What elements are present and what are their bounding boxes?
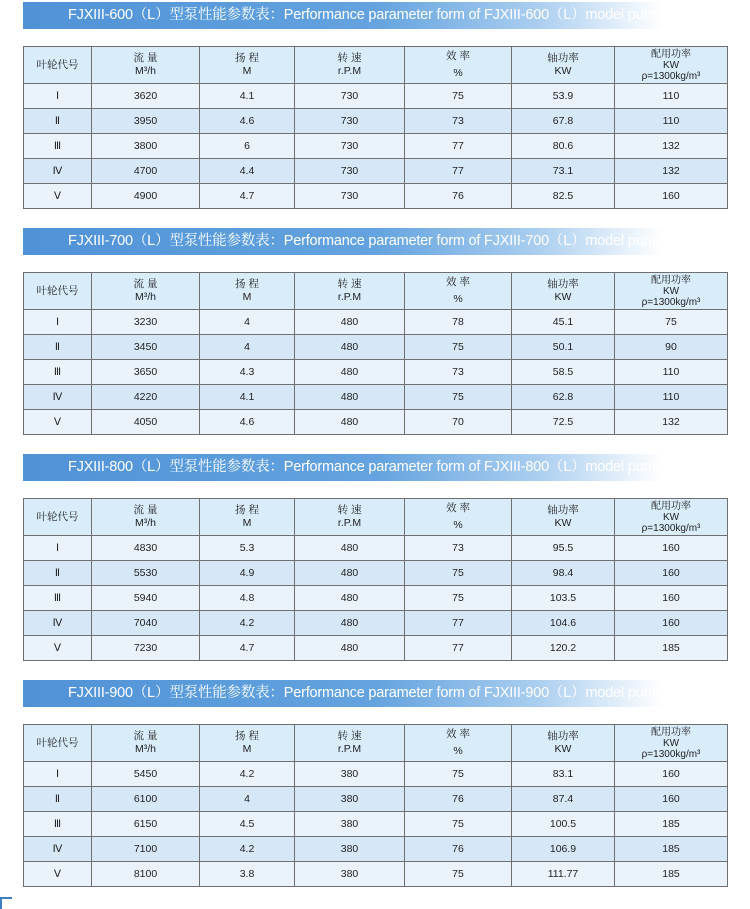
table-cell: 5940 (92, 586, 200, 611)
column-header-line: 扬 程 (235, 730, 259, 742)
table-cell: 67.8 (512, 109, 615, 134)
table-cell: 4.5 (200, 812, 295, 837)
table-cell: 480 (295, 561, 405, 586)
column-header-motor-power (615, 273, 728, 310)
table-cell: 4.4 (200, 159, 295, 184)
column-header-line: r.P.M (337, 291, 362, 303)
column-header-line: 转 速 (337, 278, 362, 290)
table-cell: 730 (295, 134, 405, 159)
column-header-flow (92, 47, 200, 84)
column-header-line: 扬 程 (235, 278, 259, 290)
column-header-head (200, 499, 295, 536)
impeller-code-cell: Ⅲ (24, 360, 92, 385)
table-cell: 75 (405, 385, 512, 410)
table-cell: 4.9 (200, 561, 295, 586)
column-header-line: 流 量 (133, 730, 158, 742)
column-header-flow (92, 273, 200, 310)
column-header-line: 效 率 (446, 276, 470, 288)
table-cell: 76 (405, 184, 512, 209)
impeller-code-cell: Ⅳ (24, 611, 92, 636)
table-row (24, 762, 728, 787)
table-cell: 4 (200, 310, 295, 335)
section-title-banner (23, 454, 663, 481)
table-cell: 83.1 (512, 762, 615, 787)
table-row (24, 636, 728, 661)
table-cell: 5450 (92, 762, 200, 787)
header-row (24, 273, 728, 310)
table-cell: 87.4 (512, 787, 615, 812)
table-cell: 78 (405, 310, 512, 335)
column-header-speed (295, 47, 405, 84)
table-cell: 76 (405, 787, 512, 812)
table-row (24, 109, 728, 134)
column-header-line: KW (554, 743, 572, 755)
table-row (24, 360, 728, 385)
table-cell: 110 (615, 109, 728, 134)
column-header-line: 配用功率 (651, 500, 691, 512)
column-header-line: M³/h (135, 291, 156, 303)
column-header-motor-power (615, 499, 728, 536)
column-header-line: 配用功率 (651, 274, 691, 286)
table-cell: 53.9 (512, 84, 615, 109)
column-header-line: 转 速 (337, 730, 362, 742)
column-header-speed (295, 725, 405, 762)
table-cell: 75 (405, 586, 512, 611)
column-header-line: r.P.M (337, 517, 362, 529)
table-cell: 185 (615, 636, 728, 661)
column-header-efficiency (405, 725, 512, 762)
column-header-shaft-power (512, 273, 615, 310)
table-cell: 730 (295, 109, 405, 134)
table-cell: 75 (405, 561, 512, 586)
column-header-line: KW (662, 59, 680, 71)
table-cell: 3450 (92, 335, 200, 360)
table-row (24, 84, 728, 109)
table-cell: 4050 (92, 410, 200, 435)
section-title: FJXIII-800（L）型泵性能参数表：Performance parameter form of FJXIII-800（L）model pump (68, 459, 664, 475)
column-header-head (200, 273, 295, 310)
table-cell: 110 (615, 360, 728, 385)
table-cell: 4.2 (200, 611, 295, 636)
table-cell: 185 (615, 837, 728, 862)
table-cell: 4220 (92, 385, 200, 410)
table-cell: 160 (615, 762, 728, 787)
table-row (24, 611, 728, 636)
table-cell: 7040 (92, 611, 200, 636)
column-header-line: 流 量 (133, 278, 158, 290)
table-cell: 75 (405, 762, 512, 787)
table-cell: 110 (615, 84, 728, 109)
table-cell: 7100 (92, 837, 200, 862)
table-cell: 185 (615, 812, 728, 837)
table-row (24, 335, 728, 360)
table-cell: 380 (295, 787, 405, 812)
column-header-speed (295, 499, 405, 536)
table-cell: 95.5 (512, 536, 615, 561)
table-cell: 73 (405, 360, 512, 385)
table-cell: 480 (295, 586, 405, 611)
column-header-line: M (242, 291, 252, 303)
table-cell: 6100 (92, 787, 200, 812)
table-row (24, 159, 728, 184)
table-cell: 132 (615, 410, 728, 435)
column-header-line: KW (662, 737, 680, 749)
table-cell: 77 (405, 134, 512, 159)
impeller-code-cell: Ⅰ (24, 536, 92, 561)
table-cell: 75 (615, 310, 728, 335)
performance-table (23, 498, 728, 661)
table-cell: 73 (405, 536, 512, 561)
table-cell: 4900 (92, 184, 200, 209)
table-row (24, 862, 728, 887)
column-header-line: 轴功率 (547, 504, 579, 516)
table-cell: 3620 (92, 84, 200, 109)
table-cell: 62.8 (512, 385, 615, 410)
table-cell: 110 (615, 385, 728, 410)
section-title-banner (23, 680, 663, 707)
impeller-code-cell: Ⅰ (24, 762, 92, 787)
section-title-banner (23, 228, 663, 255)
column-header-line: r.P.M (337, 65, 362, 77)
column-header-impeller: 叶轮代号 (24, 725, 92, 762)
table-cell: 4.6 (200, 410, 295, 435)
column-header-line: KW (662, 511, 680, 523)
table-cell: 480 (295, 335, 405, 360)
column-header-efficiency (405, 273, 512, 310)
impeller-code-cell: Ⅱ (24, 787, 92, 812)
table-cell: 3950 (92, 109, 200, 134)
table-cell: 4 (200, 787, 295, 812)
table-cell: 7230 (92, 636, 200, 661)
table-cell: 76 (405, 837, 512, 862)
table-cell: 82.5 (512, 184, 615, 209)
section-title: FJXIII-600（L）型泵性能参数表：Performance parameter form of FJXIII-600（L）model pump (68, 7, 664, 23)
column-header-line: 效 率 (446, 50, 470, 62)
column-header-line: M³/h (135, 743, 156, 755)
impeller-code-cell: Ⅱ (24, 109, 92, 134)
column-header-line: M (242, 65, 252, 77)
section-title: FJXIII-700（L）型泵性能参数表：Performance parameter form of FJXIII-700（L）model pump (68, 233, 664, 249)
impeller-code-cell: Ⅱ (24, 335, 92, 360)
table-cell: 4830 (92, 536, 200, 561)
column-header-head (200, 47, 295, 84)
table-cell: 75 (405, 335, 512, 360)
table-cell: 380 (295, 862, 405, 887)
column-header-impeller: 叶轮代号 (24, 273, 92, 310)
table-cell: 160 (615, 536, 728, 561)
column-header-line: 效 率 (446, 502, 470, 514)
table-cell: 72.5 (512, 410, 615, 435)
table-cell: 3230 (92, 310, 200, 335)
table-cell: 4.2 (200, 837, 295, 862)
column-header-line: % (453, 67, 463, 79)
column-header-line: M³/h (135, 517, 156, 529)
table-cell: 4.8 (200, 586, 295, 611)
column-header-line: 轴功率 (547, 278, 579, 290)
impeller-code-cell: Ⅳ (24, 837, 92, 862)
column-header-impeller: 叶轮代号 (24, 47, 92, 84)
column-header-line: KW (662, 285, 680, 297)
table-cell: 73 (405, 109, 512, 134)
table-cell: 100.5 (512, 812, 615, 837)
table-cell: 4.3 (200, 360, 295, 385)
table-cell: 4700 (92, 159, 200, 184)
column-header-line: 配用功率 (651, 48, 691, 60)
table-cell: 4.7 (200, 184, 295, 209)
table-cell: 6 (200, 134, 295, 159)
performance-table (23, 724, 728, 887)
column-header-head (200, 725, 295, 762)
table-cell: 3800 (92, 134, 200, 159)
table-cell: 132 (615, 159, 728, 184)
table-cell: 58.5 (512, 360, 615, 385)
table-row (24, 586, 728, 611)
table-cell: 77 (405, 159, 512, 184)
impeller-code-cell: Ⅴ (24, 410, 92, 435)
table-cell: 4.6 (200, 109, 295, 134)
impeller-code-cell: Ⅳ (24, 385, 92, 410)
column-header-line: 轴功率 (547, 52, 579, 64)
table-cell: 5530 (92, 561, 200, 586)
table-row (24, 385, 728, 410)
table-cell: 70 (405, 410, 512, 435)
table-cell: 3.8 (200, 862, 295, 887)
column-header-line: ρ=1300kg/m³ (641, 748, 701, 760)
column-header-efficiency (405, 499, 512, 536)
table-row (24, 812, 728, 837)
table-cell: 132 (615, 134, 728, 159)
column-header-line: KW (554, 291, 572, 303)
table-cell: 480 (295, 636, 405, 661)
table-cell: 111.77 (512, 862, 615, 887)
table-row (24, 561, 728, 586)
column-header-line: KW (554, 517, 572, 529)
impeller-code-cell: Ⅰ (24, 310, 92, 335)
table-cell: 480 (295, 410, 405, 435)
table-cell: 160 (615, 787, 728, 812)
table-row (24, 536, 728, 561)
impeller-code-cell: Ⅲ (24, 586, 92, 611)
column-header-line: 配用功率 (651, 726, 691, 738)
table-cell: 75 (405, 84, 512, 109)
column-header-line: 效 率 (446, 728, 470, 740)
impeller-code-cell: Ⅳ (24, 159, 92, 184)
table-cell: 730 (295, 159, 405, 184)
column-header-speed (295, 273, 405, 310)
table-cell: 480 (295, 360, 405, 385)
table-cell: 90 (615, 335, 728, 360)
table-cell: 75 (405, 812, 512, 837)
table-cell: 4 (200, 335, 295, 360)
impeller-code-cell: Ⅴ (24, 184, 92, 209)
table-cell: 480 (295, 536, 405, 561)
column-header-shaft-power (512, 47, 615, 84)
column-header-shaft-power (512, 499, 615, 536)
table-cell: 480 (295, 385, 405, 410)
corner-mark (0, 897, 12, 909)
column-header-line: KW (554, 65, 572, 77)
table-cell: 730 (295, 84, 405, 109)
column-header-line: M (242, 743, 252, 755)
section-title: FJXIII-900（L）型泵性能参数表：Performance parameter form of FJXIII-900（L）model pump (68, 685, 664, 701)
table-cell: 4.2 (200, 762, 295, 787)
column-header-line: 轴功率 (547, 730, 579, 742)
table-cell: 103.5 (512, 586, 615, 611)
table-row (24, 184, 728, 209)
column-header-impeller: 叶轮代号 (24, 499, 92, 536)
table-cell: 50.1 (512, 335, 615, 360)
table-row (24, 134, 728, 159)
column-header-motor-power (615, 725, 728, 762)
table-cell: 45.1 (512, 310, 615, 335)
table-cell: 5.3 (200, 536, 295, 561)
table-cell: 3650 (92, 360, 200, 385)
column-header-efficiency (405, 47, 512, 84)
column-header-line: M (242, 517, 252, 529)
impeller-code-cell: Ⅴ (24, 862, 92, 887)
table-row (24, 787, 728, 812)
table-cell: 730 (295, 184, 405, 209)
column-header-line: % (453, 293, 463, 305)
column-header-line: 扬 程 (235, 504, 259, 516)
table-cell: 4.7 (200, 636, 295, 661)
table-cell: 73.1 (512, 159, 615, 184)
table-row (24, 410, 728, 435)
table-cell: 4.1 (200, 385, 295, 410)
table-cell: 98.4 (512, 561, 615, 586)
performance-table (23, 46, 728, 209)
impeller-code-cell: Ⅰ (24, 84, 92, 109)
header-row (24, 725, 728, 762)
table-cell: 380 (295, 812, 405, 837)
table-cell: 480 (295, 611, 405, 636)
column-header-flow (92, 725, 200, 762)
column-header-line: M³/h (135, 65, 156, 77)
table-cell: 380 (295, 762, 405, 787)
impeller-code-cell: Ⅲ (24, 134, 92, 159)
impeller-code-cell: Ⅲ (24, 812, 92, 837)
column-header-line: ρ=1300kg/m³ (641, 522, 701, 534)
performance-table (23, 272, 728, 435)
table-cell: 75 (405, 862, 512, 887)
table-cell: 120.2 (512, 636, 615, 661)
table-cell: 104.6 (512, 611, 615, 636)
impeller-code-cell: Ⅴ (24, 636, 92, 661)
table-cell: 8100 (92, 862, 200, 887)
table-cell: 6150 (92, 812, 200, 837)
impeller-code-cell: Ⅱ (24, 561, 92, 586)
header-row (24, 47, 728, 84)
column-header-line: 流 量 (133, 52, 158, 64)
column-header-flow (92, 499, 200, 536)
table-cell: 160 (615, 586, 728, 611)
column-header-line: % (453, 745, 463, 757)
table-cell: 77 (405, 636, 512, 661)
table-row (24, 310, 728, 335)
table-row (24, 837, 728, 862)
column-header-line: ρ=1300kg/m³ (641, 296, 701, 308)
table-cell: 77 (405, 611, 512, 636)
column-header-shaft-power (512, 725, 615, 762)
header-row (24, 499, 728, 536)
section-title-banner (23, 2, 663, 29)
table-cell: 185 (615, 862, 728, 887)
table-cell: 80.6 (512, 134, 615, 159)
table-cell: 480 (295, 310, 405, 335)
column-header-line: r.P.M (337, 743, 362, 755)
table-cell: 4.1 (200, 84, 295, 109)
column-header-line: 流 量 (133, 504, 158, 516)
column-header-line: ρ=1300kg/m³ (641, 70, 701, 82)
table-cell: 160 (615, 561, 728, 586)
table-cell: 160 (615, 184, 728, 209)
table-cell: 160 (615, 611, 728, 636)
column-header-motor-power (615, 47, 728, 84)
column-header-line: 扬 程 (235, 52, 259, 64)
table-cell: 380 (295, 837, 405, 862)
column-header-line: % (453, 519, 463, 531)
column-header-line: 转 速 (337, 52, 362, 64)
column-header-line: 转 速 (337, 504, 362, 516)
table-cell: 106.9 (512, 837, 615, 862)
